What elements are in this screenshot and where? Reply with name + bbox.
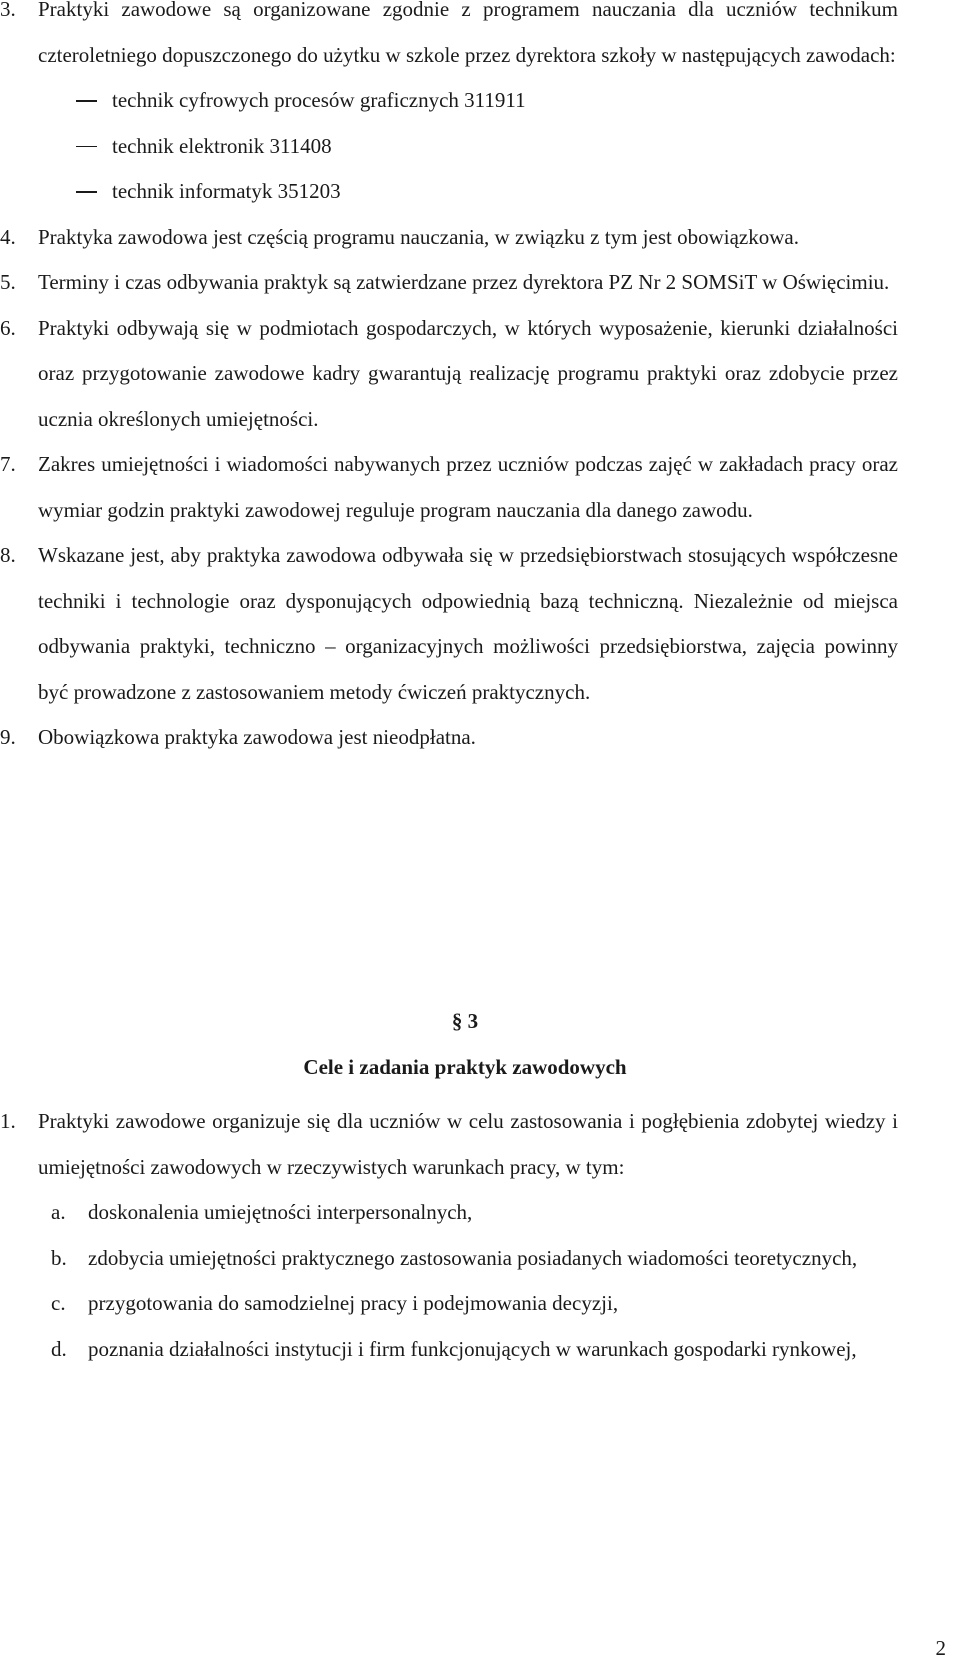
paragraph-number: 9. — [0, 725, 16, 749]
section-2-continuation — [0, 0, 960, 761]
paragraph-text: Praktyki odbywają się w podmiotach gospodarczych, w których wyposażenie, kierunki działalności oraz przygotowanie zawodowe kadry gwarantują realizację programu praktyki oraz zdobycie przez ucznia określonych umiejętności. — [38, 315, 898, 431]
dash-bullet-icon — [76, 100, 97, 102]
list-letter: b. — [51, 1245, 67, 1270]
dash-bullet-icon — [76, 191, 97, 193]
paragraph-text: Praktyka zawodowa jest częścią programu nauczania, w związku z tym jest obowiązkowa. — [38, 224, 799, 249]
section-3-content — [0, 1099, 960, 1372]
profession-text: technik informatyk 351203 — [112, 179, 341, 203]
list-letter: c. — [51, 1291, 66, 1315]
profession-item — [0, 169, 960, 215]
paragraph-9 — [0, 715, 960, 761]
profession-item — [0, 78, 960, 124]
list-text: zdobycia umiejętności praktycznego zastosowania posiadanych wiadomości teoretycznych, — [88, 1245, 858, 1270]
list-item — [0, 1236, 960, 1282]
profession-text: technik elektronik 311408 — [112, 133, 332, 158]
paragraph-3 — [0, 0, 960, 78]
profession-text: technik cyfrowych procesów graficznych 311911 — [112, 88, 526, 112]
paragraph-number: 8. — [0, 543, 16, 567]
list-item — [0, 1327, 960, 1373]
section-symbol: § 3 — [451, 1009, 479, 1033]
paragraph-7 — [0, 442, 960, 533]
list-letter: a. — [51, 1200, 66, 1224]
paragraph-number: 5. — [0, 270, 16, 294]
list-item — [0, 1190, 960, 1236]
list-text: doskonalenia umiejętności interpersonalnych, — [88, 1200, 473, 1224]
paragraph-text: Praktyki zawodowe organizuje się dla uczniów w celu zastosowania i pogłębienia zdobytej wiedzy i umiejętności zawodowych w rzeczywistych warunkach pracy, w tym: — [38, 1109, 898, 1179]
paragraph-8 — [0, 533, 960, 715]
paragraph-4 — [0, 215, 960, 261]
paragraph-text: Zakres umiejętności i wiadomości nabywanych przez uczniów podczas zajęć w zakładach pracy oraz wymiar godzin praktyki zawodowej reguluje program nauczania dla danego zawodu. — [38, 452, 898, 522]
list-text: przygotowania do samodzielnej pracy i podejmowania decyzji, — [88, 1291, 619, 1315]
paragraph-text: Wskazane jest, aby praktyka zawodowa odbywała się w przedsiębiorstwach stosujących współczesne techniki i technologie oraz dysponujących odpowiednią bazą techniczną. Niezależnie od miejsca odbywania praktyki, techniczno – organizacyjnych możliwości przedsiębiorstwa, zajęcia powinny być prowadzone z zastosowaniem metody ćwiczeń praktycznych. — [38, 543, 898, 704]
section-title: Cele i zadania praktyk zawodowych — [303, 1055, 627, 1079]
paragraph-text: Terminy i czas odbywania praktyk są zatwierdzane przez dyrektora PZ Nr 2 SOMSiT w Oświęcimiu. — [38, 270, 890, 294]
page-number: 2 — [935, 1636, 946, 1660]
list-item — [0, 1281, 960, 1327]
list-text: poznania działalności instytucji i firm funkcjonujących w warunkach gospodarki rynkowej, — [88, 1336, 857, 1361]
paragraph-6 — [0, 306, 960, 443]
paragraph-number: 7. — [0, 452, 16, 476]
paragraph-text: Praktyki zawodowe są organizowane zgodnie z programem nauczania dla uczniów technikum czteroletniego dopuszczonego do użytku w szkole przez dyrektora szkoły w następujących zawodach: — [38, 0, 898, 67]
paragraph-1 — [0, 1099, 960, 1190]
paragraph-number: 4. — [0, 224, 16, 249]
list-letter: d. — [51, 1336, 67, 1361]
dash-bullet-icon — [76, 146, 97, 148]
paragraph-number: 6. — [0, 315, 16, 340]
paragraph-5 — [0, 260, 960, 306]
paragraph-number: 1. — [0, 1109, 16, 1133]
profession-item — [0, 124, 960, 170]
paragraph-text: Obowiązkowa praktyka zawodowa jest nieodpłatna. — [38, 725, 476, 749]
paragraph-number: 3. — [0, 0, 16, 21]
section-3-heading — [0, 998, 960, 1090]
